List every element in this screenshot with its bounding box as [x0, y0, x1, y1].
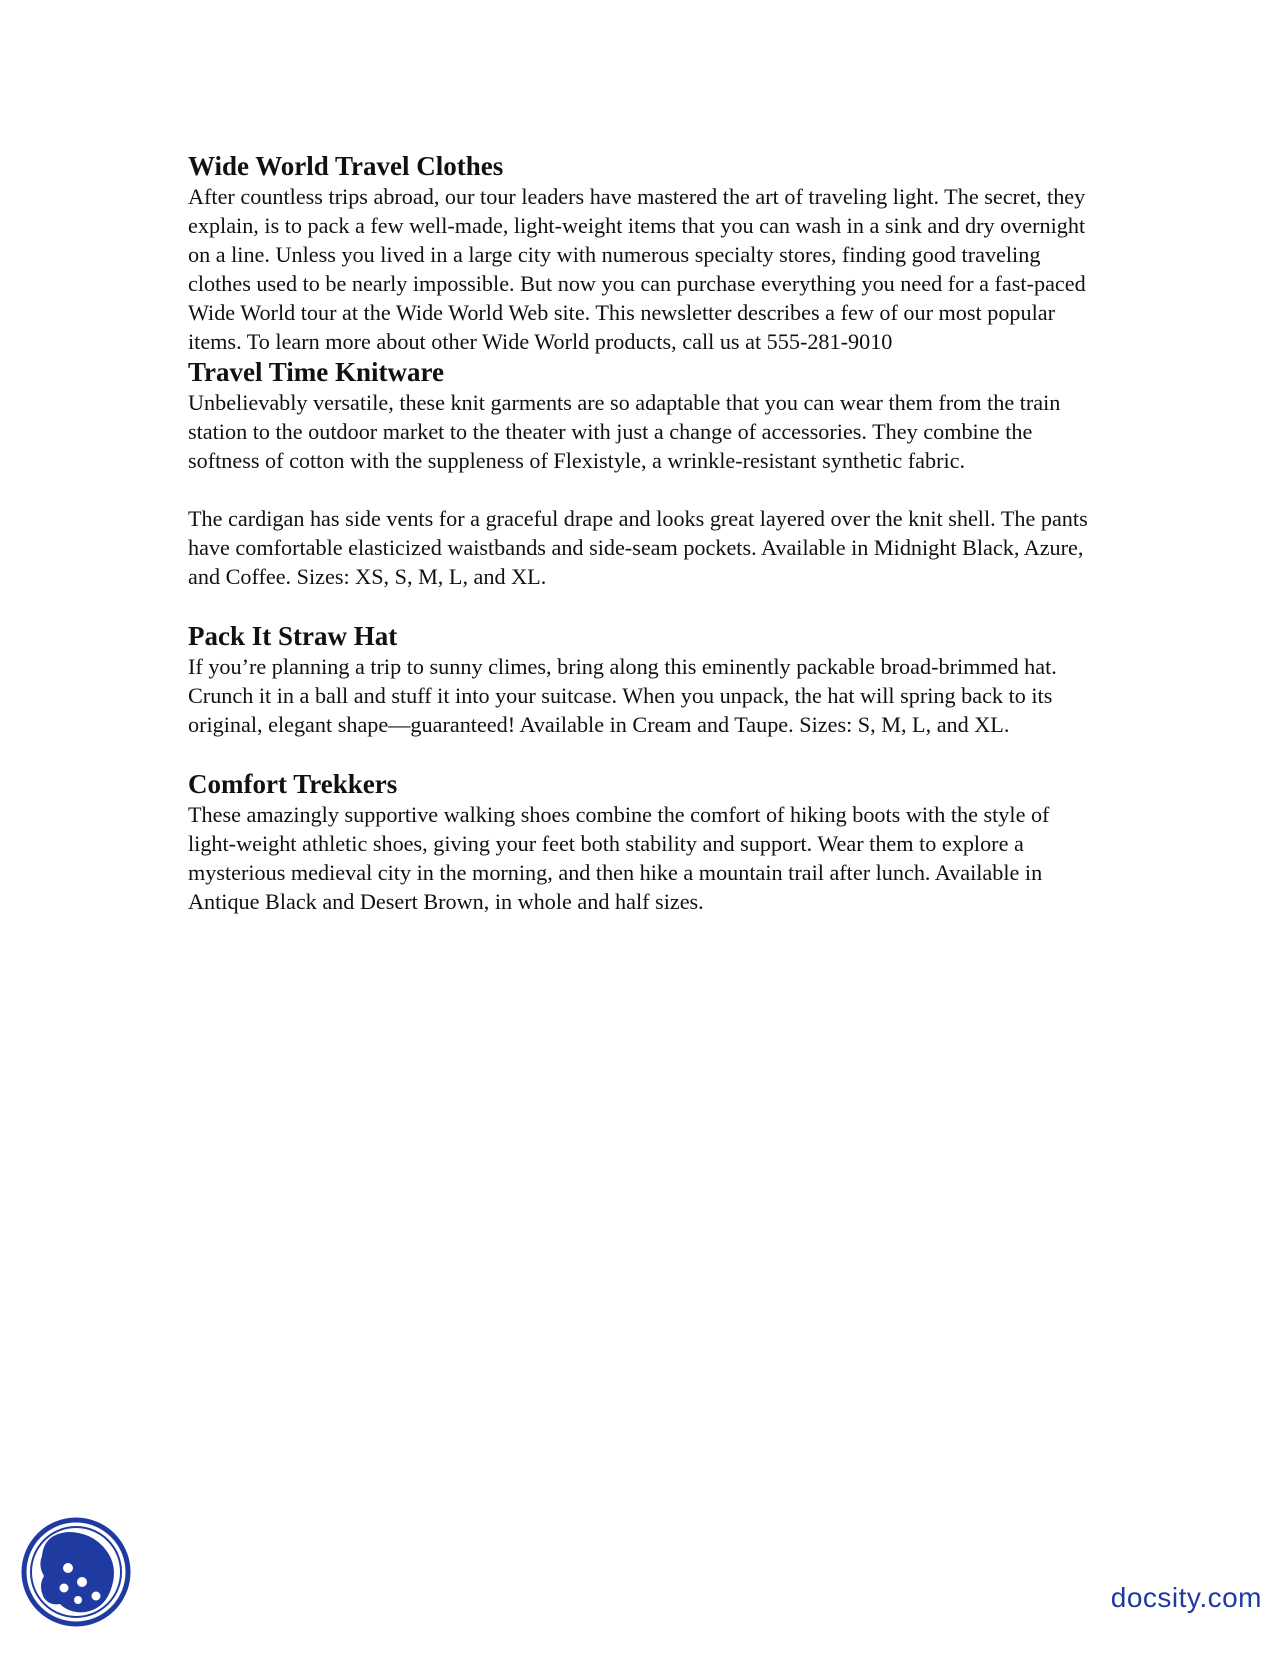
document-body: [188, 150, 1098, 916]
docsity-watermark-link[interactable]: docsity.com: [1110, 1582, 1262, 1613]
section-spacer: [188, 739, 1098, 768]
paragraph-spacer: [188, 475, 1098, 504]
section-paragraph: These amazingly supportive walking shoes combine the comfort of hiking boots with the style of light-weight athletic shoes, giving your feet both stability and support. Wear them to explore a mysterious medieval city in the morning, and then hike a mountain trail after lunch. Available in Antique Black and Desert Brown, in whole and half sizes.: [188, 802, 1050, 914]
section-title-wide-world: Wide World Travel Clothes: [188, 151, 504, 181]
section-paragraph: If you’re planning a trip to sunny climes, bring along this eminently packable broad-brimmed hat. Crunch it in a ball and stuff it into your suitcase. When you unpack, the hat will spring back to its original, elegant shape—guaranteed! Available in Cream and Taupe. Sizes: S, M, L, and XL.: [188, 654, 1057, 737]
docsity-logo-icon[interactable]: [20, 1516, 132, 1628]
section-paragraph: Unbelievably versatile, these knit garments are so adaptable that you can wear them from the train station to the outdoor market to the theater with just a change of accessories. They combine the softness of cotton with the suppleness of Flexistyle, a wrinkle-resistant synthetic fabric.: [188, 390, 1061, 473]
section-spacer: [188, 591, 1098, 620]
docsity-logo-svg: [20, 1516, 132, 1628]
section-title-comfort-trekkers: Comfort Trekkers: [188, 769, 398, 799]
section-paragraph: After countless trips abroad, our tour leaders have mastered the art of traveling light. The secret, they explain, is to pack a few well-made, light-weight items that you can wash in a sink and dry overnight on a line. Unless you lived in a large city with numerous specialty stores, finding good traveling clothes used to be nearly impossible. But now you can purchase everything you need for a fast-paced Wide World tour at the Wide World Web site. This newsletter describes a few of our most popular items. To learn more about other Wide World products, call us at 555-281-9010: [188, 184, 1086, 354]
section-title-straw-hat: Pack It Straw Hat: [188, 621, 398, 651]
section-paragraph: The cardigan has side vents for a graceful drape and looks great layered over the knit shell. The pants have comfortable elasticized waistbands and side-seam pockets. Available in Midnight Black, Azure, and Coffee. Sizes: XS, S, M, L, and XL.: [188, 506, 1088, 589]
section-title-knitware: Travel Time Knitware: [188, 357, 444, 387]
